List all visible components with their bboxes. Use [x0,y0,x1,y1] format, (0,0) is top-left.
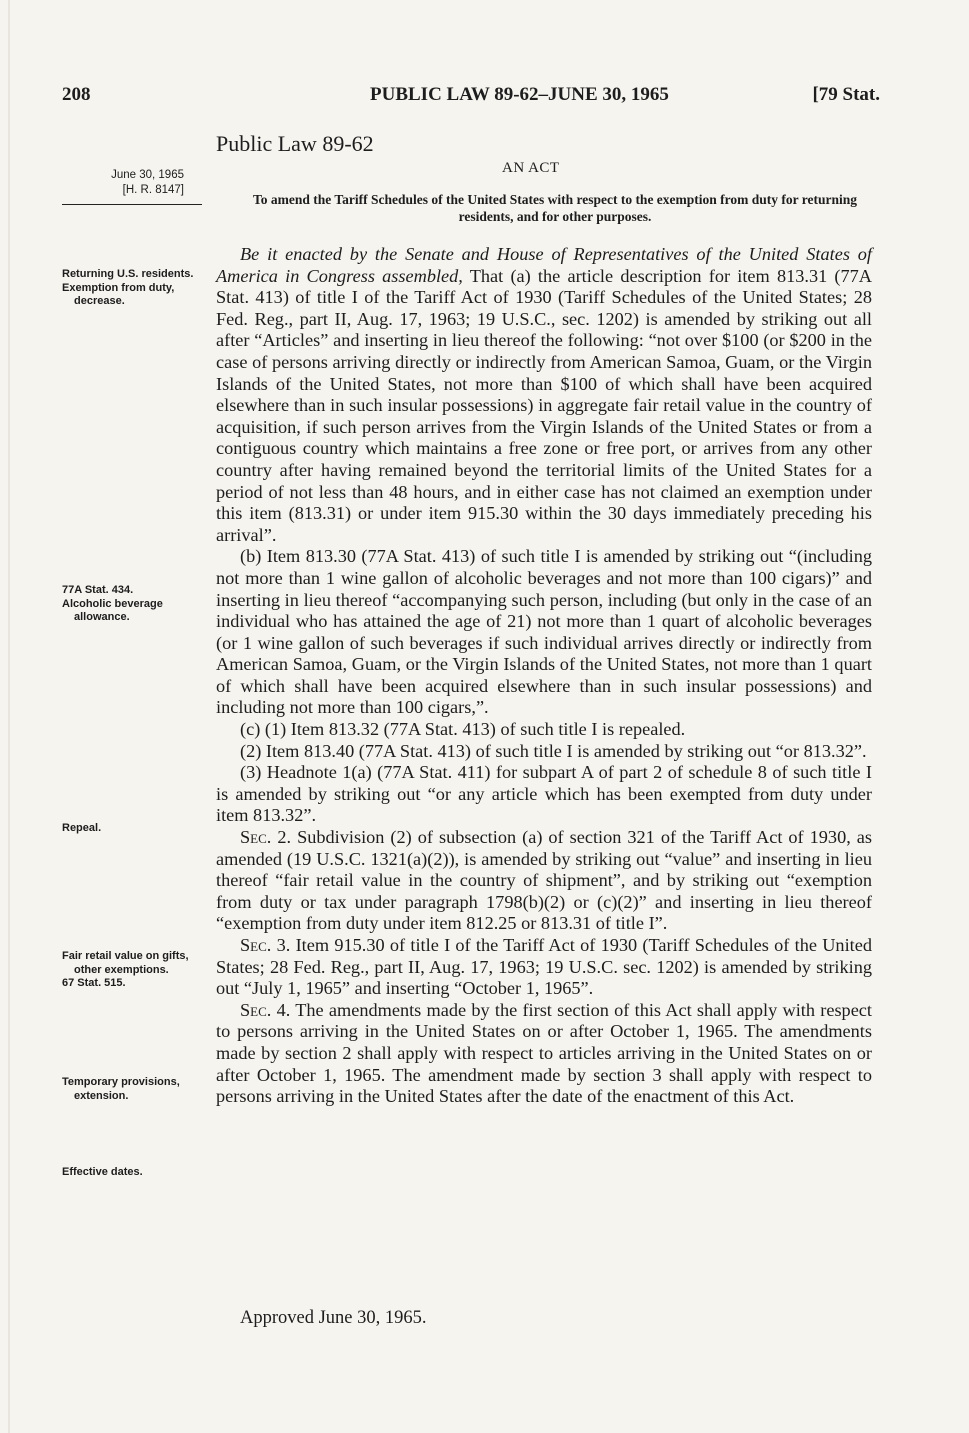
margin-note-group-4 [60,950,206,991]
margin-note: Effective dates. [62,1166,143,1178]
running-header [62,84,880,114]
margin-note-group-3 [60,822,206,836]
margin-note-group-1 [60,268,206,309]
section-4 [216,1000,872,1108]
margin-note: Repeal. [62,822,102,834]
section-4-text: The amendments made by the first section of this Act shall apply with respect to persons arriving in the United States on or after October 1, 1965. The amendments made by section 2 shall apply with respect to articles arriving in the United States on or after October 1, 1965. The amendment made by section 3 shall apply with respect to persons arriving in the United States after the date of the enactment of this Act. [216,999,873,1107]
section-4-label: Sec. 4. [240,999,291,1020]
section-3-text: Item 915.30 of title I of the Tariff Act of 1930 (Tariff Schedules of the United States; 28 Fed. Reg., part II, Aug. 17, 1963; 19 U.S.C. sec. 1202) is amended by striking out “July 1, 1965” and inserting “October 1, 1965”. [216,935,872,999]
date-box [62,168,202,205]
header-stat-ref: [79 Stat. [812,84,880,105]
margin-note: 67 Stat. 515. [62,977,126,989]
margin-note-group-6 [60,1166,206,1180]
margin-note: 77A Stat. 434. [62,584,134,596]
law-title: Public Law 89-62 [216,131,374,156]
margin-note: Returning U.S. residents. [62,268,194,280]
section-1-a [216,244,872,546]
approval-line: Approved June 30, 1965. [240,1308,427,1328]
act-body [216,244,872,1108]
section-2-text: Subdivision (2) of subsection (a) of section 321 of the Tariff Act of 1930, as amended (19 U.S.C. 1321(a)(2)), is amended by striking out “value” and inserting in lieu thereof “fair retail value in the country of shipment”, and by striking out “exemption from duty or tax under paragraph 1798(b)(2) or (c)(2)” and inserting in lieu thereof “exemption from duty under item 812.25 or 813.31 of title I”. [216,827,872,934]
margin-note: Exemption from duty, decrease. [62,281,175,307]
enactment-date: June 30, 1965 [111,169,184,181]
section-3-label: Sec. 3. [240,935,291,955]
act-label: AN ACT [502,160,560,176]
margin-note-group-5 [60,1076,206,1103]
margin-note: Temporary provisions, extension. [62,1076,180,1102]
margin-note: Alcoholic beverage allowance. [62,597,163,623]
section-2-label: Sec. 2. [240,827,292,848]
margin-note: Fair retail value on gifts, other exemptions. [62,950,189,976]
bill-number: [H. R. 8147] [122,184,184,196]
section-1-b: (b) Item 813.30 (77A Stat. 413) of such title I is amended by striking out “(including not more than 1 wine gallon of alcoholic beverages and not more than 100 cigars)” and inserting in lieu thereof “accompanying such person, including (but only in the case of an individual who has attained the age of 21) not more than 1 quart of alcoholic beverages (or 1 wine gallon of such beverages if such individual arrives directly or indirectly from American Samoa, Guam, or the Virgin Islands of the United States, not more than 1 quart of which shall have been acquired elsewhere than in such insular possessions) and including not more than 100 cigars,”. [216,546,872,718]
act-purpose: To amend the Tariff Schedules of the United States with respect to the exemption from duty for returning residents, and for other purposes. [252,192,858,224]
margin-note-group-2 [60,584,206,625]
enacting-clause: Be it enacted by the Senate and House of Representatives of the United States of America in Congress assembled, [216,244,872,286]
header-title: PUBLIC LAW 89-62–JUNE 30, 1965 [370,84,669,105]
page-number: 208 [62,84,91,105]
section-1-c1: (c) (1) Item 813.32 (77A Stat. 413) of such title I is repealed. [240,719,686,740]
section-1-c2: (2) Item 813.40 (77A Stat. 413) of such title I is amended by striking out “or 813.32”. [240,740,867,761]
section-1-c3: (3) Headnote 1(a) (77A Stat. 411) for subpart A of part 2 of schedule 8 of such title I is amended by striking out “or any article which has been exempted from duty under item 813.32”. [216,762,872,826]
section-3 [216,935,872,1000]
scan-edge [8,0,10,1433]
section-1-a-text: That (a) the article description for item 813.31 (77A Stat. 413) of title I of the Tariff Act of 1930 (Tariff Schedules of the United States; 28 Fed. Reg., part II, Aug. 17, 1963; 19 U.S.C., sec. 1202) is amended by striking out all after “Articles” and inserting in lieu thereof the following: “not over $100 (or $200 in the case of persons arriving directly or indirectly from American Samoa, Guam, or the Virgin Islands of the United States, not more than $100 of which shall have been acquired elsewhere than in such insular possessions) in aggregate fair retail value in the country of acquisition, if such person arrives from the Virgin Islands of the United States or from a contiguous country which maintains a free zone or free port, or arrives from any other country after having remained beyond the territorial limits of the United States for a period of not less than 48 hours, and in either case has not claimed an exemption under this item (813.31) or under item 915.30 within the 30 days immediately preceding his arrival”. [216,265,872,545]
section-2 [216,827,872,935]
